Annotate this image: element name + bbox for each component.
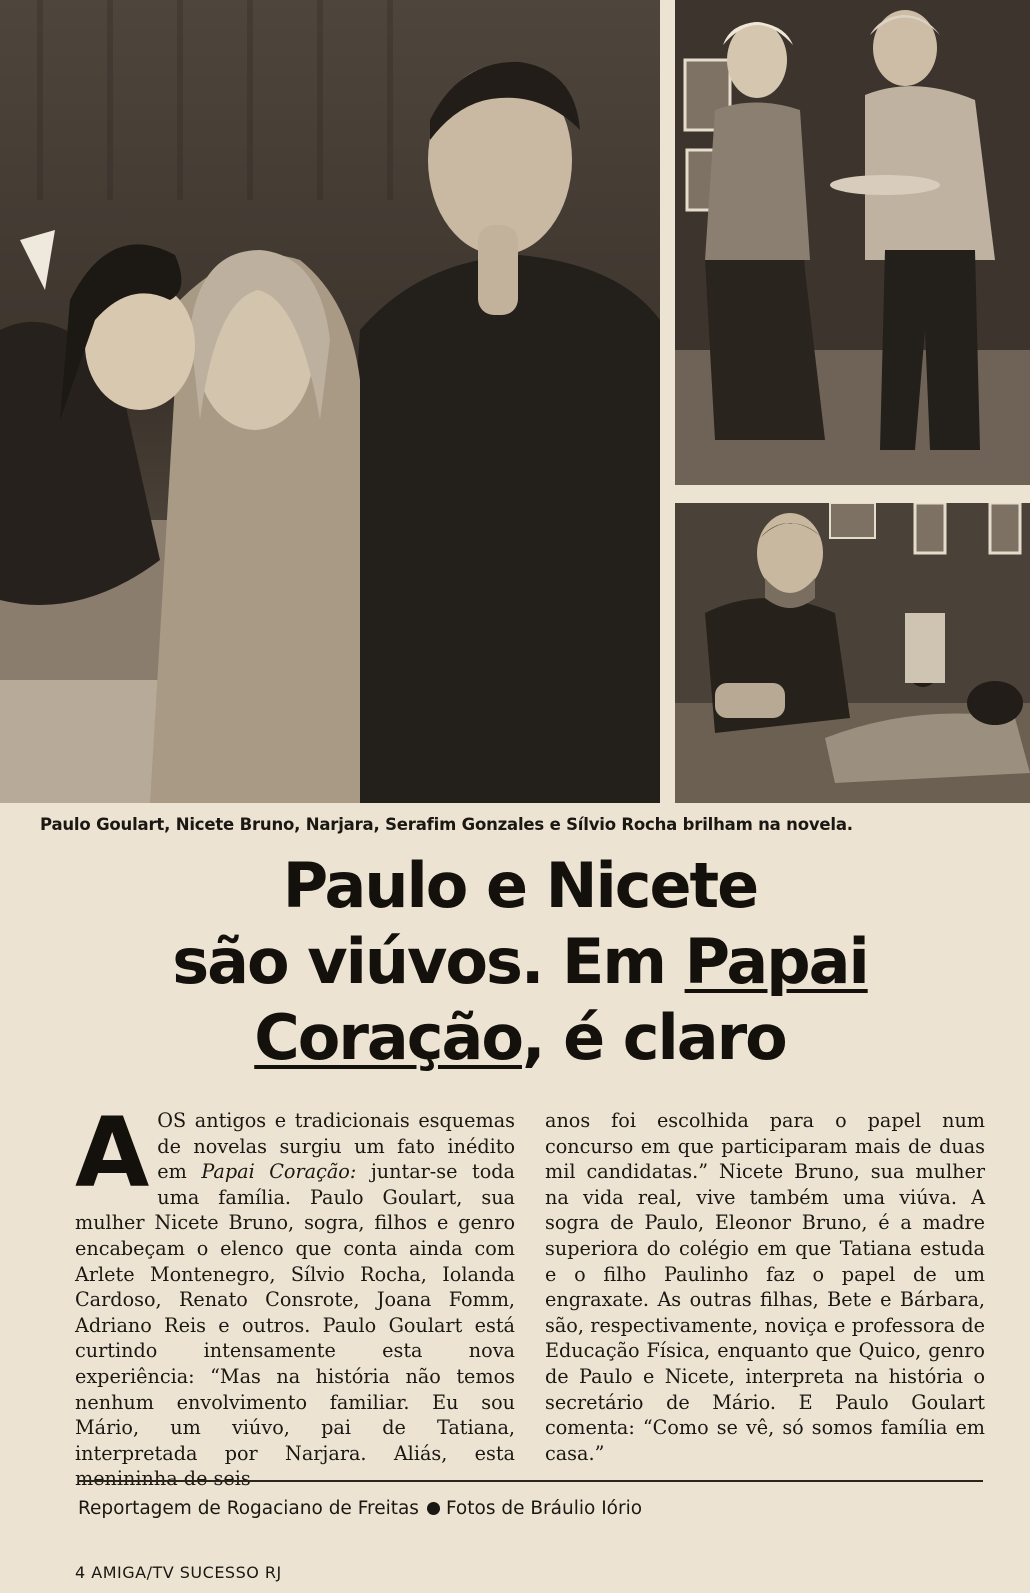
bottom-right-photo (675, 503, 1030, 803)
article-left-text-a: OS antigos e tradicionais esquemas de novelas surgiu um fato inédito em (157, 1109, 515, 1184)
headline-line-3-text: , é claro (521, 1001, 786, 1074)
article-paragraph-right: anos foi escolhida para o papel num concurso em que participaram mais de duas mil candidatas.” Nicete Bruno, sua mulher na vida real, vive também uma viúva. A sogra de Paulo, Eleonor Bruno, é a madre superiora do colégio em que Tatiana estuda e o filho Paulinho faz o papel de um engraxate. As outras filhas, Bete e Bárbara, são, respectivamente, noviça e professora de Educação Física, enquanto que Quico, genro de Paulo e Nicete, interpreta na história o secretário de Mário. E Paulo Goulart comenta: “Como se vê, só somos família em casa.” (545, 1109, 985, 1465)
headline-line-3 (60, 1000, 980, 1076)
page-footer: 4 AMIGA/TV SUCESSO RJ (75, 1563, 282, 1582)
photo-credit: Fotos de Bráulio Iório (445, 1498, 643, 1519)
article-left-title-italic: Papai Coração: (201, 1160, 357, 1184)
top-right-photo-illustration (675, 0, 1030, 485)
bullet-dot-icon (427, 1502, 440, 1515)
headline (60, 848, 980, 1076)
main-photo (0, 0, 660, 803)
photo-caption: Paulo Goulart, Nicete Bruno, Narjara, Serafim Gonzales e Sílvio Rocha brilham na novela. (40, 815, 853, 834)
main-photo-illustration (0, 0, 660, 803)
headline-coracao: Coração (254, 1001, 522, 1074)
reporter-credit: Reportagem de Rogaciano de Freitas (78, 1498, 419, 1519)
credits-line (78, 1498, 642, 1519)
headline-line-1: Paulo e Nicete (282, 849, 758, 922)
article-column-right (545, 1108, 985, 1466)
headline-line-2 (60, 924, 980, 1000)
headline-papai: Papai (684, 925, 868, 998)
article-left-text-b: juntar-se toda uma família. Paulo Goulart, sua mulher Nicete Bruno, sogra, filhos e genro encabeçam o elenco que conta ainda com Arlete Montenegro, Sílvio Rocha, Iolanda Cardoso, Renato Consrote, Joana Fomm, Adriano Reis e outros. Paulo Goulart está curtindo intensamente esta nova experiência: “Mas na história não temos nenhum envolvimento familiar. Eu sou Mário, um viúvo, pai de Tatiana, interpretada por Narjara. Aliás, esta menininha de seis (75, 1160, 515, 1491)
article-column-left (75, 1097, 515, 1492)
credits-divider (78, 1480, 983, 1482)
drop-cap: A (75, 1097, 150, 1209)
headline-line-2-text: são viúvos. Em (172, 925, 685, 998)
top-right-photo (675, 0, 1030, 485)
bottom-right-photo-illustration (675, 503, 1030, 803)
